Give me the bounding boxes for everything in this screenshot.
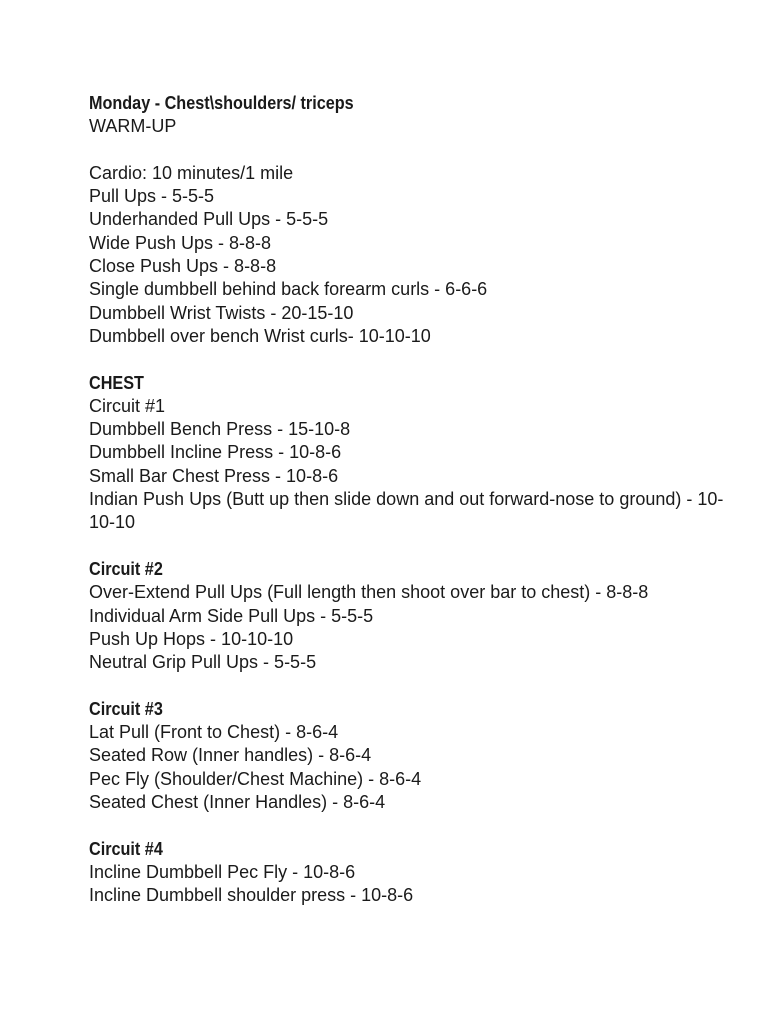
spacer [89, 139, 749, 162]
warmup-item-wrist-curls: Dumbbell over bench Wrist curls- 10-10-10 [89, 325, 431, 346]
circuit3-item-seated-chest: Seated Chest (Inner Handles) - 8-6-4 [89, 791, 386, 812]
circuit2-item-side-pull-ups: Individual Arm Side Pull Ups - 5-5-5 [89, 605, 374, 626]
circuit1-item-indian-push-ups: Indian Push Ups (Butt up then slide down and out forward-nose to ground) - 10-10-10 [89, 489, 724, 533]
circuit3-heading: Circuit #3 [89, 698, 163, 719]
warmup-item-wrist-twists: Dumbbell Wrist Twists - 20-15-10 [89, 302, 354, 323]
circuit4-item-incline-shoulder-press: Incline Dumbbell shoulder press - 10-8-6 [89, 885, 414, 906]
warmup-label: WARM-UP [89, 116, 177, 137]
warmup-item-forearm-curls: Single dumbbell behind back forearm curls - 6-6-6 [89, 279, 488, 300]
circuit1-item-small-bar-press: Small Bar Chest Press - 10-8-6 [89, 465, 339, 486]
warmup-item-wide-push-ups: Wide Push Ups - 8-8-8 [89, 232, 272, 253]
circuit3-item-seated-row: Seated Row (Inner handles) - 8-6-4 [89, 745, 372, 766]
warmup-item-pull-ups: Pull Ups - 5-5-5 [89, 186, 215, 207]
circuit1-item-incline-press: Dumbbell Incline Press - 10-8-6 [89, 442, 342, 463]
circuit2-item-push-up-hops: Push Up Hops - 10-10-10 [89, 628, 294, 649]
circuit4-heading: Circuit #4 [89, 838, 163, 859]
circuit2-item-neutral-grip-pull-ups: Neutral Grip Pull Ups - 5-5-5 [89, 652, 317, 673]
spacer [89, 535, 749, 558]
circuit3-item-lat-pull: Lat Pull (Front to Chest) - 8-6-4 [89, 722, 339, 743]
circuit1-item-bench-press: Dumbbell Bench Press - 15-10-8 [89, 419, 351, 440]
circuit2-item-over-extend-pull-ups: Over-Extend Pull Ups (Full length then shoot over bar to chest) - 8-8-8 [89, 582, 649, 603]
spacer [89, 348, 749, 371]
page-title: Monday - Chest\shoulders/ triceps [89, 93, 354, 113]
chest-heading: CHEST [89, 372, 144, 393]
warmup-item-underhanded-pull-ups: Underhanded Pull Ups - 5-5-5 [89, 209, 329, 230]
circuit3-item-pec-fly: Pec Fly (Shoulder/Chest Machine) - 8-6-4 [89, 768, 422, 789]
spacer [89, 814, 749, 837]
warmup-item-cardio: Cardio: 10 minutes/1 mile [89, 162, 294, 183]
circuit1-label: Circuit #1 [89, 395, 166, 416]
circuit2-heading: Circuit #2 [89, 558, 163, 579]
circuit4-item-incline-pec-fly: Incline Dumbbell Pec Fly - 10-8-6 [89, 861, 356, 882]
spacer [89, 674, 749, 697]
document-page [89, 92, 749, 907]
warmup-item-close-push-ups: Close Push Ups - 8-8-8 [89, 256, 277, 277]
